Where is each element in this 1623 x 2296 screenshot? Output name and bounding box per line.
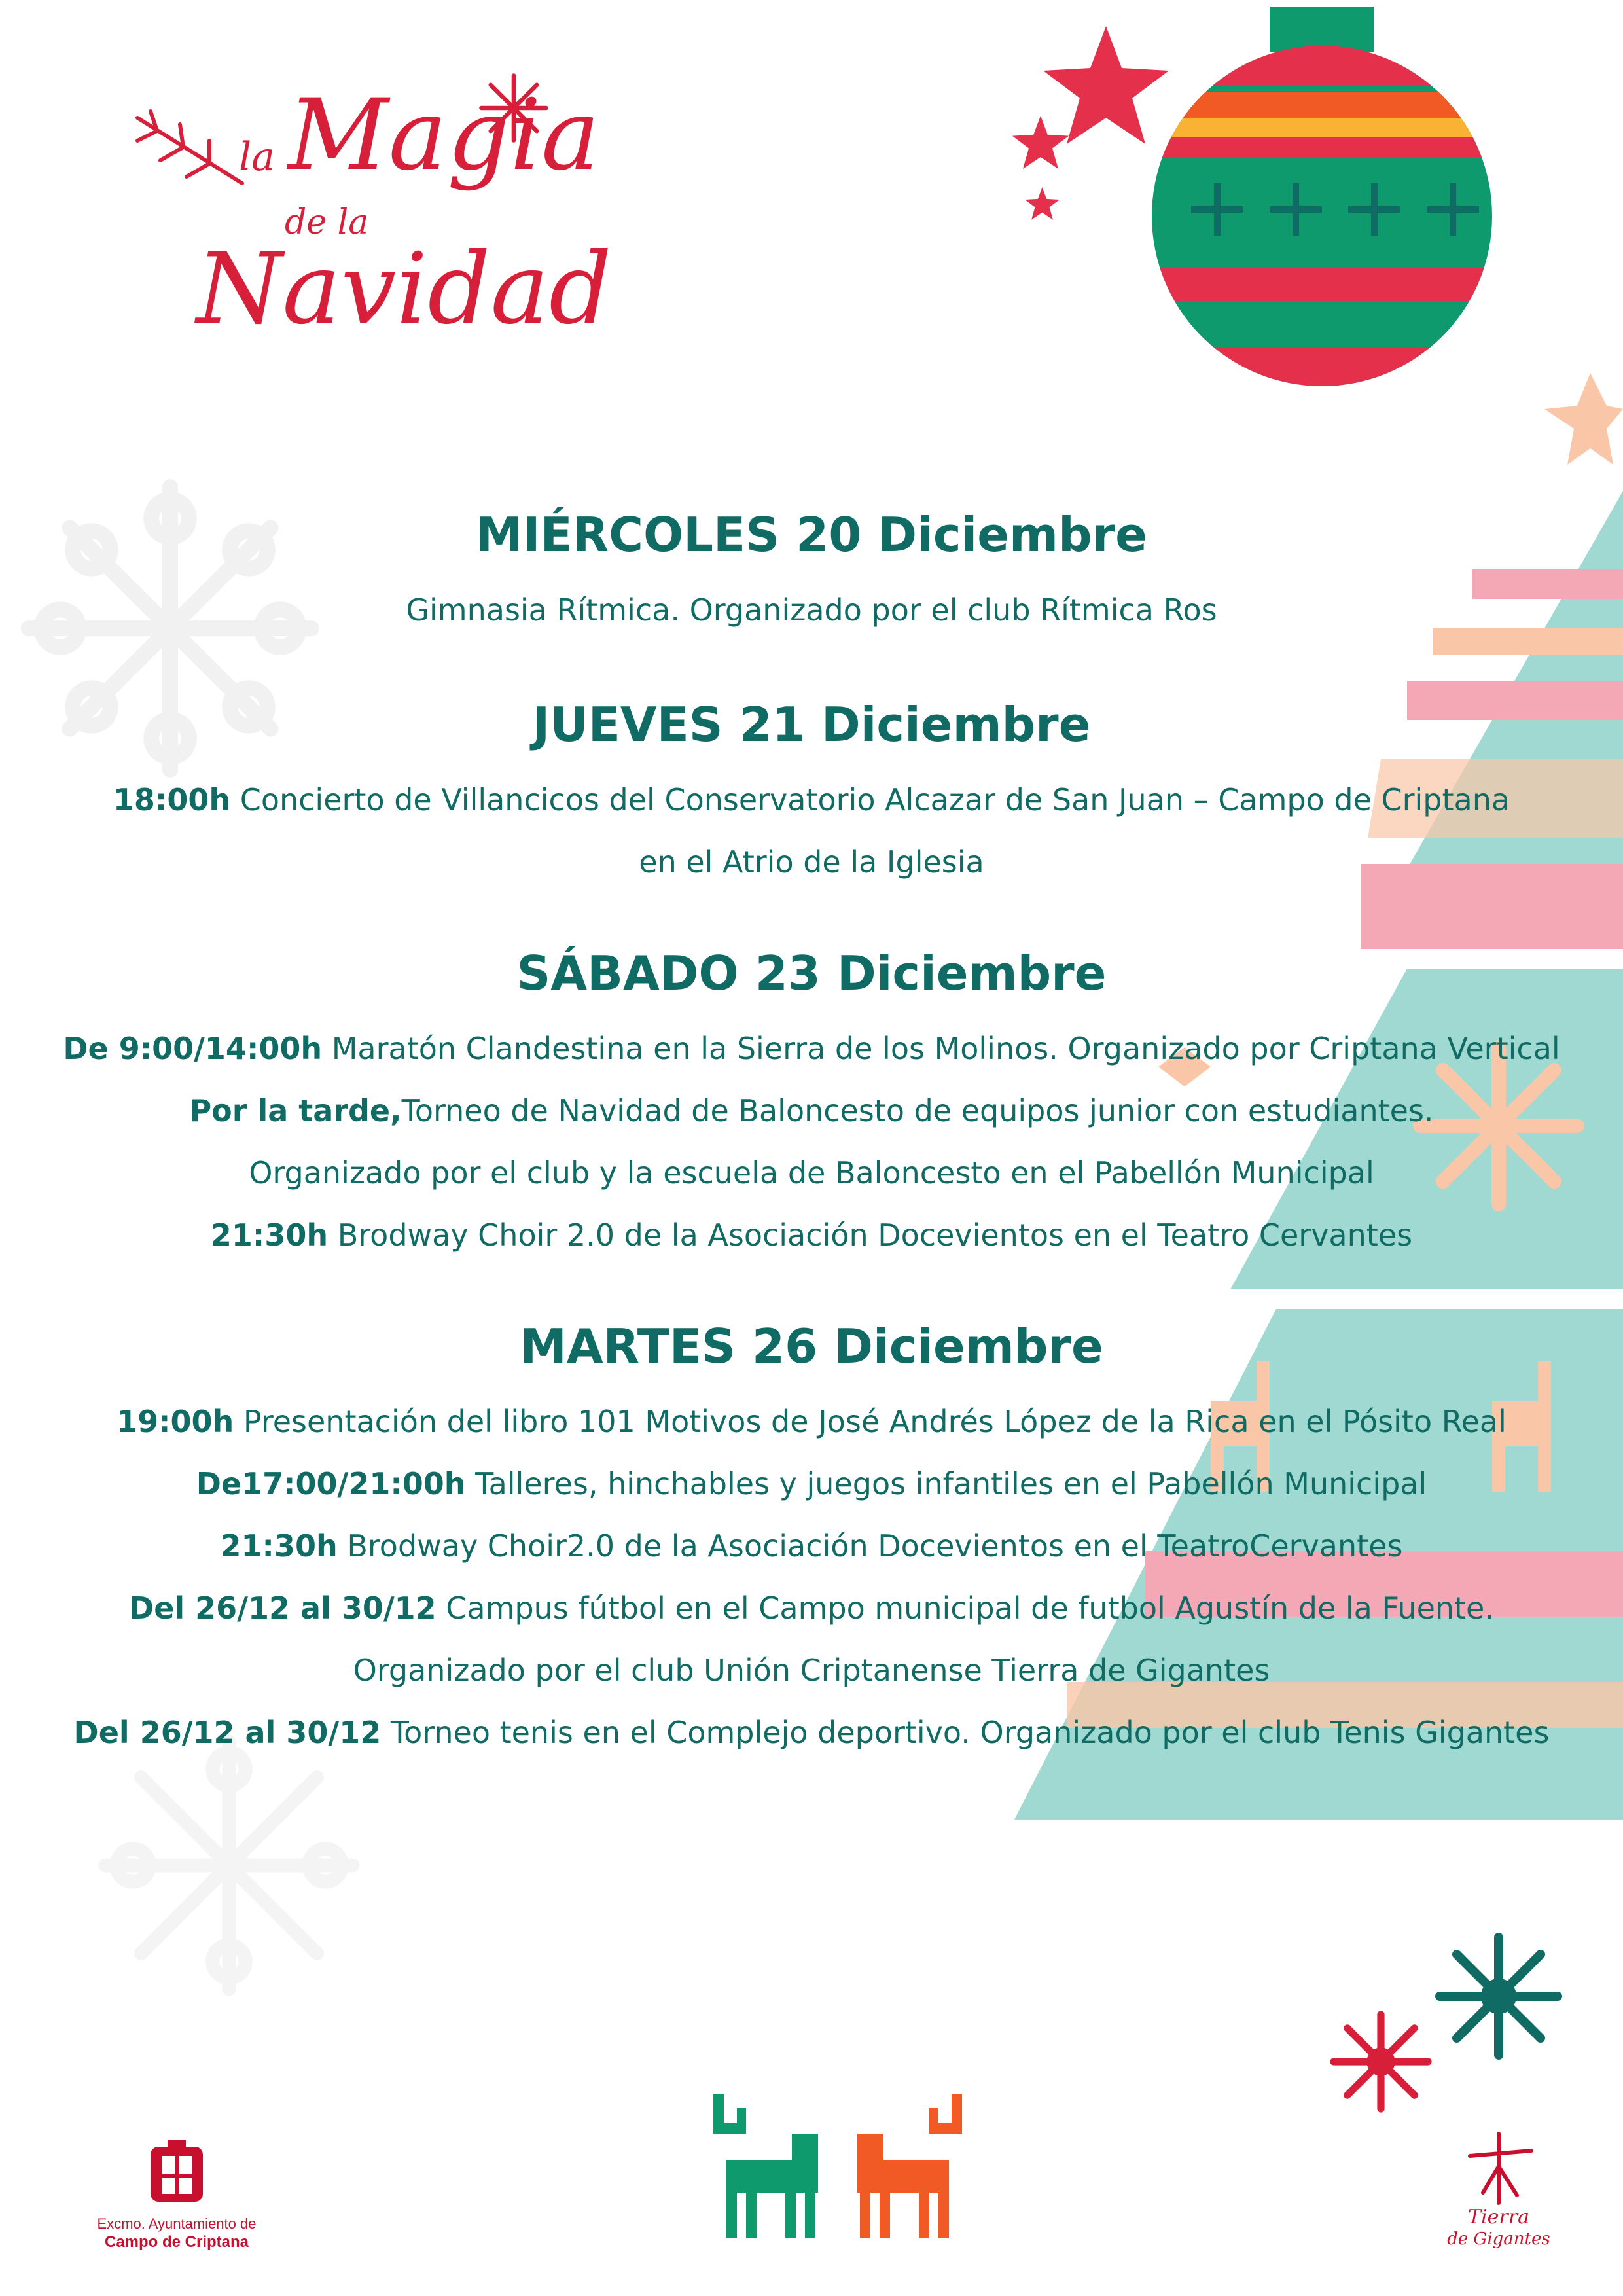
tierra-line-1: Tierra: [1468, 2206, 1529, 2229]
snowflake-icon: [1433, 1931, 1564, 2062]
event-line: Organizado por el club y la escuela de Baloncesto en el Pabellón Municipal: [249, 1155, 1374, 1191]
bg-snowflake-icon: [92, 1728, 366, 2003]
day-heading: SÁBADO 23 Diciembre: [516, 946, 1107, 1001]
event-line: Organizado por el club Unión Criptanense Tierra de Gigantes: [353, 1653, 1270, 1688]
day-heading: MARTES 26 Diciembre: [520, 1319, 1103, 1374]
logo: [124, 72, 612, 373]
event-line: Gimnasia Rítmica. Organizado por el club Rítmica Ros: [406, 592, 1217, 628]
reindeer-icon: [713, 2094, 831, 2238]
logo-line-2: Magia: [288, 79, 600, 192]
event-line: en el Atrio de la Iglesia: [639, 844, 984, 880]
coat-of-arms-icon: [144, 2140, 209, 2212]
star-icon: [1024, 187, 1060, 221]
snowflake-icon: [1329, 2009, 1433, 2114]
tierra-line-2: de Gigantes: [1447, 2229, 1550, 2249]
logo-line-1: la: [239, 134, 275, 180]
event-line: De17:00/21:00h Talleres, hinchables y juegos infantiles en el Pabellón Municipal: [196, 1466, 1427, 1501]
logo-line-3: de la: [285, 203, 369, 242]
event-line: 18:00h Concierto de Villancicos del Conservatorio Alcazar de San Juan – Campo de Criptana: [113, 782, 1510, 817]
logo-line-4: Navidad: [196, 232, 612, 346]
ayuntamiento-line-2: Campo de Criptana: [104, 2233, 249, 2251]
star-icon: [1011, 115, 1070, 170]
event-line: De 9:00/14:00h Maratón Clandestina en la Sierra de los Molinos. Organizado por Criptana Vertical: [63, 1031, 1560, 1066]
day-heading: MIÉRCOLES 20 Diciembre: [476, 507, 1147, 562]
event-line: Del 26/12 al 30/12 Torneo tenis en el Complejo deportivo. Organizado por el club Tenis Gigantes: [73, 1715, 1550, 1750]
event-line: Por la tarde,Torneo de Navidad de Baloncesto de equipos junior con estudiantes.: [189, 1093, 1434, 1128]
day-heading: JUEVES 21 Diciembre: [532, 697, 1091, 752]
windmill-giant-icon: [1459, 2127, 1538, 2206]
event-line: 19:00h Presentación del libro 101 Motivos de José Andrés López de la Rica en el Pósito Real: [116, 1404, 1507, 1439]
event-line: 21:30h Brodway Choir 2.0 de la Asociación Docevientos en el Teatro Cervantes: [210, 1217, 1413, 1253]
star-icon: [1544, 373, 1623, 465]
event-line: Del 26/12 al 30/12 Campus fútbol en el Campo municipal de futbol Agustín de la Fuente.: [129, 1590, 1494, 1626]
reindeer-icon: [844, 2094, 962, 2238]
pine-branch-icon: [131, 105, 249, 196]
tierra-de-gigantes-logo: [1420, 2127, 1577, 2258]
event-line: 21:30h Brodway Choir2.0 de la Asociación Docevientos en el TeatroCervantes: [220, 1528, 1403, 1564]
ayuntamiento-line-1: Excmo. Ayuntamiento de: [97, 2215, 257, 2232]
ayuntamiento-logo: [59, 2140, 294, 2251]
ornament-icon: [1139, 7, 1505, 386]
